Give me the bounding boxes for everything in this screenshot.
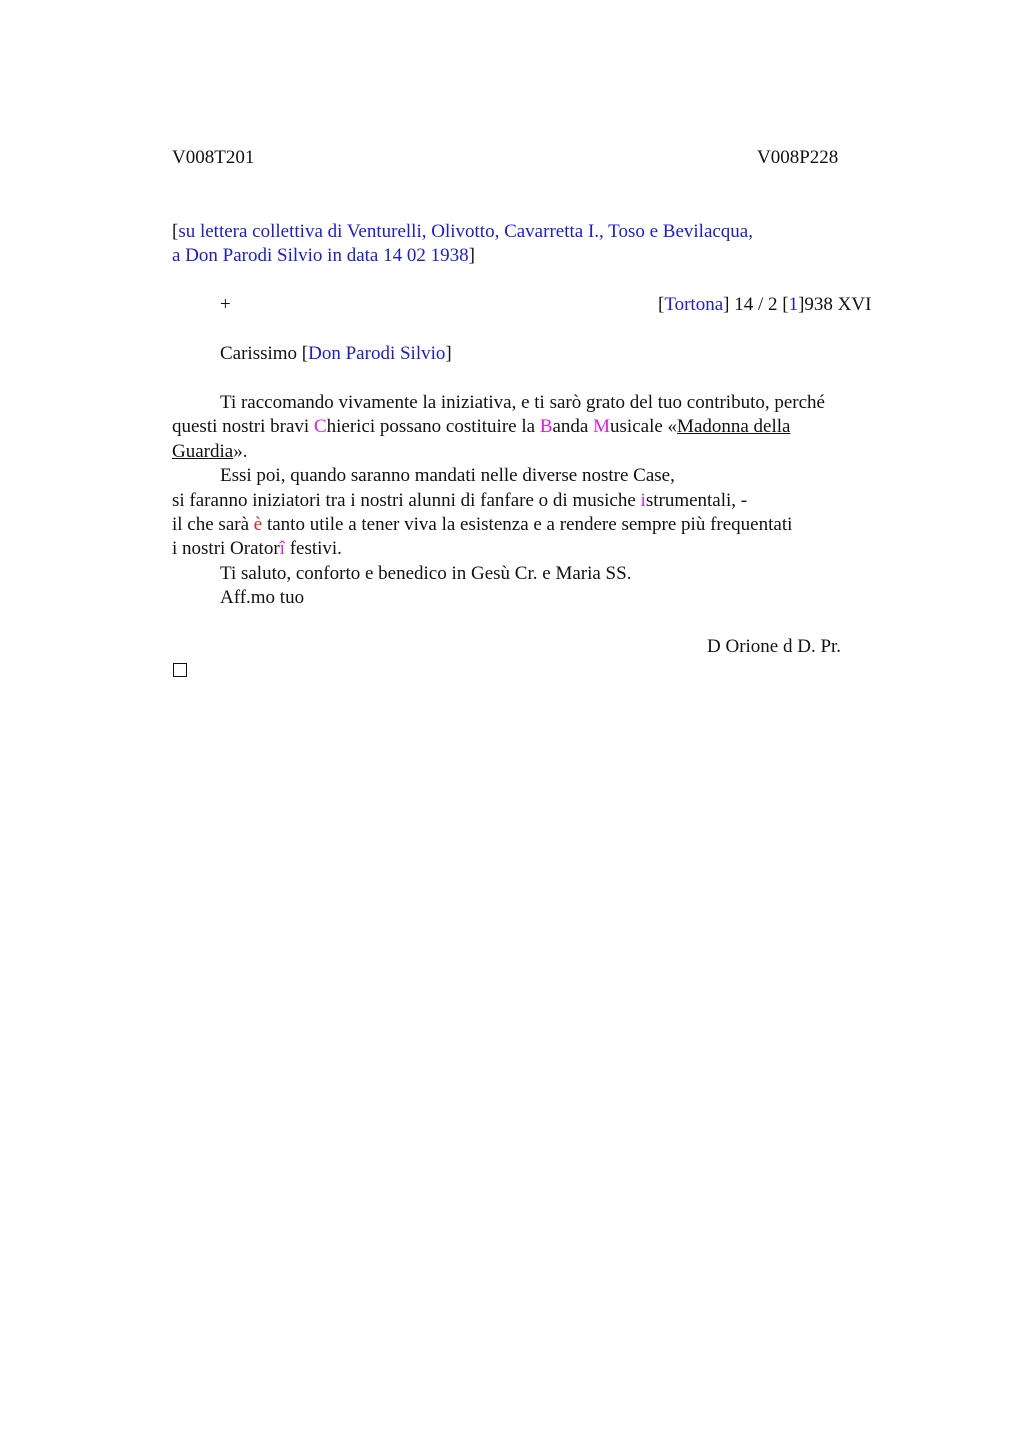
- correction-letter: i: [640, 490, 646, 511]
- bracket-close: ]: [468, 245, 475, 266]
- text-fragment: questi nostri bravi: [172, 416, 314, 437]
- text-fragment: tanto utile a tener viva la esistenza e a rendere sempre più frequentati: [262, 514, 793, 535]
- dateline-end: ]938 XVI: [798, 294, 872, 315]
- body-line: [172, 440, 247, 464]
- body-line: Essi poi, quando saranno mandati nelle diverse nostre Case,: [220, 465, 675, 486]
- text-fragment: festivi.: [284, 538, 342, 559]
- dateline-mid: ] 14 / 2 [: [723, 294, 789, 315]
- text-fragment: anda: [552, 416, 594, 437]
- document-code-left: V008T201: [172, 147, 255, 168]
- underlined-title: Guardia: [172, 441, 234, 462]
- body-line: [172, 513, 792, 537]
- salutation-text: Carissimo [: [220, 343, 309, 364]
- end-marker-box: [173, 663, 187, 677]
- text-fragment: i nostri Orator: [172, 538, 280, 559]
- page-code-right: V008P228: [757, 147, 839, 168]
- correction-letter: C: [313, 416, 327, 437]
- salutation-name: Don Parodi Silvio: [308, 343, 446, 364]
- body-line: Ti raccomando vivamente la iniziativa, e ti sarò grato del tuo contributo, perché: [220, 392, 825, 413]
- text-fragment: strumentali, -: [645, 490, 748, 511]
- dateline: [658, 293, 871, 317]
- signature: D Orione d D. Pr.: [707, 636, 842, 657]
- dateline-place: Tortona: [664, 294, 724, 315]
- cross-symbol: +: [220, 294, 231, 315]
- salutation: [220, 342, 452, 366]
- correction-letter: M: [593, 416, 611, 437]
- salutation-close: ]: [445, 343, 452, 364]
- body-line: [172, 415, 790, 439]
- body-line: Ti saluto, conforto e benedico in Gesù Cr. e Maria SS.: [220, 563, 632, 584]
- editorial-note-line-2: [172, 244, 475, 268]
- text-fragment: usicale «: [610, 416, 678, 437]
- editorial-note-text-2: a Don Parodi Silvio in data 14 02 1938: [172, 245, 469, 266]
- dateline-bracket: [: [658, 294, 665, 315]
- text-fragment: il che sarà: [172, 514, 254, 535]
- body-line: [172, 489, 747, 513]
- text-fragment: ».: [233, 441, 248, 462]
- correction-letter: î: [279, 538, 285, 559]
- correction-letter: è: [253, 514, 263, 535]
- dateline-digit: 1: [788, 294, 799, 315]
- bracket-open: [: [172, 221, 179, 242]
- editorial-note-text-1: su lettera collettiva di Venturelli, Olivotto, Cavarretta I., Toso e Bevilacqua,: [178, 221, 753, 242]
- text-fragment: hierici possano costituire la: [326, 416, 540, 437]
- closing-line: Aff.mo tuo: [220, 587, 305, 608]
- text-fragment: si faranno iniziatori tra i nostri alunni di fanfare o di musiche: [172, 490, 641, 511]
- underlined-title: Madonna della: [677, 416, 791, 437]
- correction-letter: B: [539, 416, 553, 437]
- editorial-note-line-1: [172, 220, 753, 244]
- body-line: [172, 537, 342, 561]
